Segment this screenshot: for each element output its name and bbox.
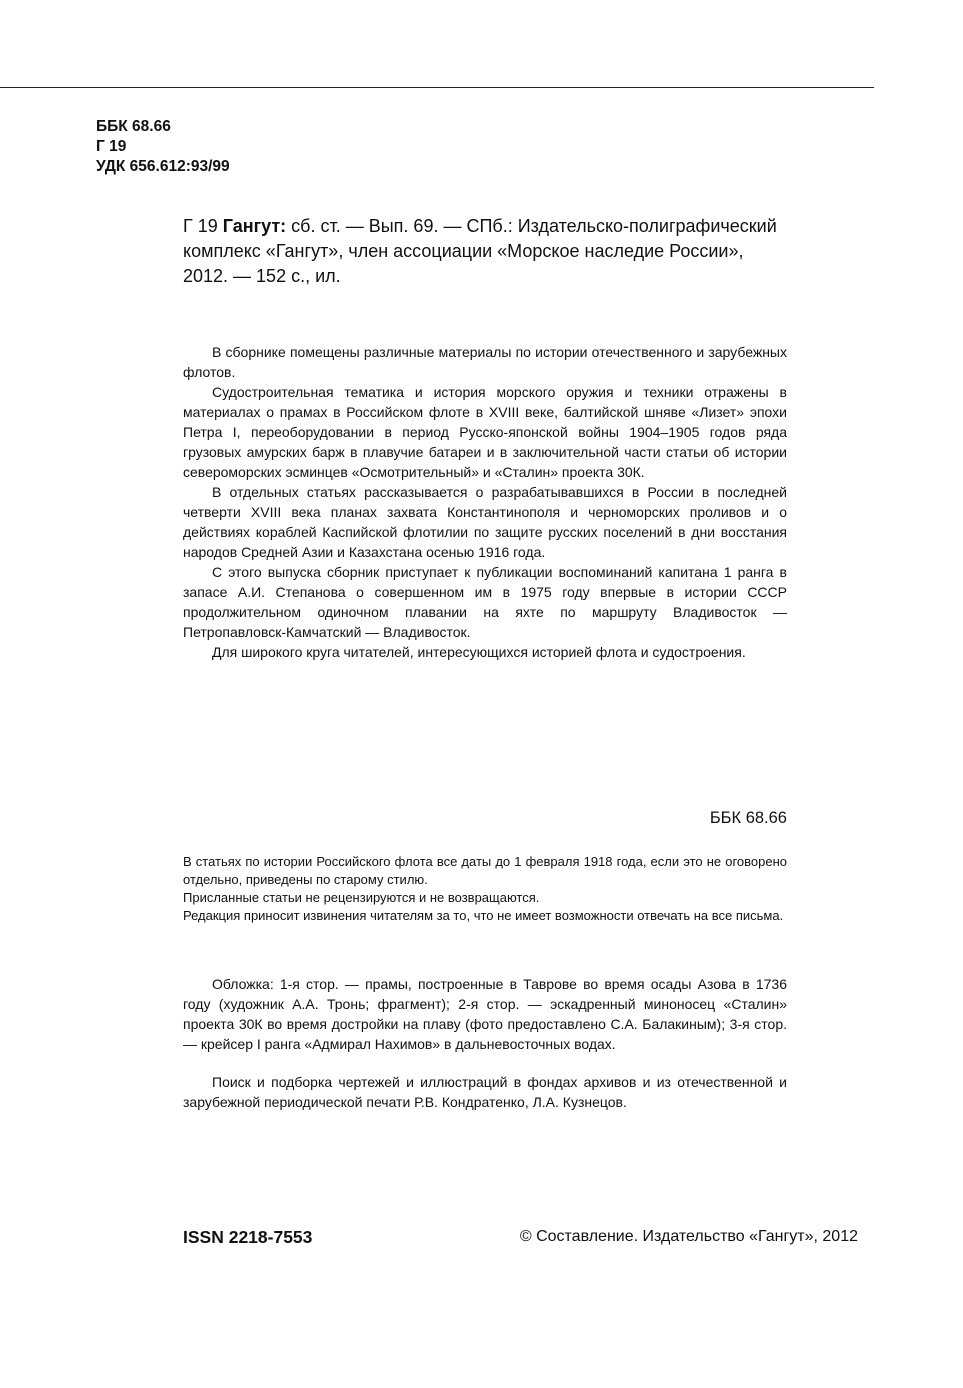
note-line: В статьях по истории Российского флота все даты до 1 февраля 1918 года, если это не оговорено отдельно, приведены по старому стилю.: [183, 854, 787, 887]
search-text: Поиск и подборка чертежей и иллюстраций в фондах архивов и из отечественной и зарубежной периодической печати Р.В. Кондратенко, Л.А. Кузнецов.: [183, 1074, 787, 1110]
biblio-details: сб. ст. — Вып. 69. — СПб.: Издательско-полиграфический комплекс «Гангут», член ассоциации «Морское наследие России», 2012. — 152 с., ил.: [183, 216, 777, 286]
bibliographic-record: [183, 214, 787, 289]
editorial-notes: [183, 853, 787, 925]
abstract: [183, 342, 787, 662]
copyright: © Составление. Издательство «Гангут», 2012: [519, 1228, 858, 1245]
abstract-paragraph: С этого выпуска сборник приступает к публикации воспоминаний капитана 1 ранга в запасе А.И. Степанова о совершенном им в 1975 году впервые в истории СССР продолжительном одиночном плавании на яхте по маршруту Владивосток — Петропавловск-Камчатский — Владивосток.: [183, 564, 787, 640]
research-credits: [183, 1072, 787, 1112]
top-rule: [0, 87, 874, 88]
abstract-paragraph: В отдельных статьях рассказывается о разрабатывавшихся в России в последней четверти XVIII века планах захвата Константинополя и черноморских проливов и о действиях кораблей Каспийской флотилии по защите русских поселений в дни восстания народов Средней Азии и Казахстана осенью 1916 года.: [183, 484, 787, 560]
bbk-code: ББК 68.66: [96, 118, 171, 135]
abstract-paragraph: В сборнике помещены различные материалы по истории отечественного и зарубежных флотов.: [183, 344, 787, 380]
udk-code: УДК 656.612:93/99: [96, 158, 230, 175]
biblio-prefix: Г 19: [183, 216, 223, 236]
cover-credits: [183, 974, 787, 1054]
biblio-title: Гангут:: [222, 216, 287, 236]
issn: ISSN 2218-7553: [183, 1227, 313, 1247]
cover-text: Обложка: 1-я стор. — прамы, построенные в Таврове во время осады Азова в 1736 году (художник А.А. Тронь; фрагмент); 2-я стор. — эскадренный миноносец «Сталин» проекта 30К во время достройки на плаву (фото предоставлено С.А. Балакиным); 3-я стор. — крейсер I ранга «Адмирал Нахимов» в дальневосточных водах.: [183, 976, 787, 1052]
abstract-paragraph: Для широкого круга читателей, интересующихся историей флота и судостроения.: [212, 644, 746, 660]
abstract-paragraph: Судостроительная тематика и история морского оружия и техники отражены в материалах о прамах в Российском флоте в XVIII веке, балтийской шняве «Лизет» эпохи Петра I, переоборудовании в период Русско-японской войны 1904–1905 годов ряда грузовых амурских барж в плавучие батареи и в заключительной части статьи об истории североморских эсминцев «Осмотрительный» и «Сталин» проекта 30К.: [183, 384, 787, 480]
author-mark: Г 19: [96, 138, 127, 155]
bbk-code-right: ББК 68.66: [709, 809, 787, 827]
note-line: Присланные статьи не рецензируются и не возвращаются.: [183, 890, 540, 905]
classification-codes: [96, 117, 230, 177]
note-line: Редакция приносит извинения читателям за то, что не имеет возможности отвечать на все письма.: [183, 908, 784, 923]
